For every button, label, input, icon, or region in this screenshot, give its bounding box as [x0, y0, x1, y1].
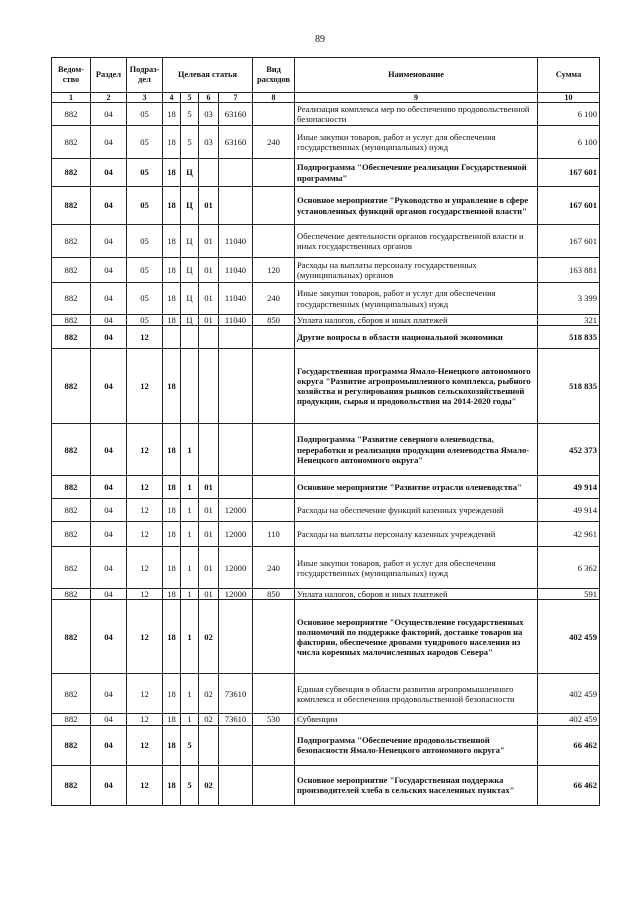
amount-cell: 452 373	[538, 424, 600, 476]
expense-type-cell: 120	[253, 258, 295, 283]
subprogram-code-cell: Ц	[181, 159, 199, 187]
subprogram-code-cell: 1	[181, 424, 199, 476]
subprogram-code-cell: Ц	[181, 315, 199, 326]
podrazdel-cell: 05	[127, 159, 163, 187]
razdel-cell: 04	[91, 225, 127, 258]
expense-type-cell	[253, 187, 295, 225]
vedomstvo-cell: 882	[52, 283, 91, 315]
event-code-cell	[199, 159, 219, 187]
name-cell: Иные закупки товаров, работ и услуг для обеспечения государственных (муниципальных) нужд	[295, 283, 538, 315]
subprogram-code-cell: 1	[181, 589, 199, 600]
event-code-cell: 01	[199, 499, 219, 522]
name-cell: Субвенции	[295, 714, 538, 725]
table-row	[52, 589, 600, 600]
name-cell: Подпрограмма "Обеспечение продовольственной безопасности Ямало-Ненецкого автономного округа"	[295, 725, 538, 765]
budget-table	[51, 57, 600, 806]
table-row	[52, 283, 600, 315]
expense-type-cell	[253, 674, 295, 714]
razdel-cell: 04	[91, 126, 127, 159]
expense-type-cell	[253, 103, 295, 126]
program-code-cell: 18	[163, 283, 181, 315]
direction-code-cell: 12000	[219, 589, 253, 600]
razdel-cell: 04	[91, 315, 127, 326]
podrazdel-cell: 12	[127, 547, 163, 589]
name-cell: Иные закупки товаров, работ и услуг для обеспечения государственных (муниципальных) нужд	[295, 547, 538, 589]
program-code-cell	[163, 326, 181, 349]
program-code-cell: 18	[163, 187, 181, 225]
program-code-cell: 18	[163, 349, 181, 424]
event-code-cell: 03	[199, 103, 219, 126]
subprogram-code-cell: 1	[181, 547, 199, 589]
vedomstvo-cell: 882	[52, 725, 91, 765]
name-cell: Другие вопросы в области национальной экономики	[295, 326, 538, 349]
direction-code-cell: 12000	[219, 522, 253, 547]
event-code-cell: 02	[199, 674, 219, 714]
event-code-cell: 02	[199, 600, 219, 674]
amount-cell: 49 914	[538, 499, 600, 522]
amount-cell: 591	[538, 589, 600, 600]
direction-code-cell: 11040	[219, 283, 253, 315]
col-header-vedomstvo: Ведом- ство	[52, 58, 91, 93]
razdel-cell: 04	[91, 258, 127, 283]
razdel-cell: 04	[91, 714, 127, 725]
direction-code-cell	[219, 159, 253, 187]
vedomstvo-cell: 882	[52, 187, 91, 225]
razdel-cell: 04	[91, 547, 127, 589]
column-number: 9	[295, 93, 538, 103]
vedomstvo-cell: 882	[52, 258, 91, 283]
program-code-cell: 18	[163, 725, 181, 765]
name-cell: Основное мероприятие "Руководство и управление в сфере установленных функций органов государственной власти"	[295, 187, 538, 225]
amount-cell: 402 459	[538, 674, 600, 714]
podrazdel-cell: 12	[127, 725, 163, 765]
podrazdel-cell: 05	[127, 315, 163, 326]
subprogram-code-cell	[181, 349, 199, 424]
event-code-cell: 01	[199, 522, 219, 547]
podrazdel-cell: 12	[127, 600, 163, 674]
program-code-cell: 18	[163, 547, 181, 589]
program-code-cell: 18	[163, 499, 181, 522]
table-row	[52, 674, 600, 714]
name-cell: Подпрограмма "Обеспечение реализации Государственной программы"	[295, 159, 538, 187]
amount-cell: 402 459	[538, 714, 600, 725]
event-code-cell: 03	[199, 126, 219, 159]
table-row	[52, 258, 600, 283]
event-code-cell	[199, 424, 219, 476]
col-header-razdel: Раздел	[91, 58, 127, 93]
amount-cell: 49 914	[538, 476, 600, 499]
name-cell: Основное мероприятие "Осуществление государственных полномочий по поддержке факторий, доставке товаров на фактории, обеспечение дровами тундрового населения из числа коренных малочисленных народов Севера"	[295, 600, 538, 674]
razdel-cell: 04	[91, 600, 127, 674]
amount-cell: 321	[538, 315, 600, 326]
podrazdel-cell: 12	[127, 714, 163, 725]
podrazdel-cell: 05	[127, 187, 163, 225]
razdel-cell: 04	[91, 424, 127, 476]
event-code-cell: 02	[199, 714, 219, 725]
vedomstvo-cell: 882	[52, 315, 91, 326]
amount-cell: 167 601	[538, 187, 600, 225]
program-code-cell: 18	[163, 600, 181, 674]
table-row	[52, 765, 600, 805]
amount-cell: 6 362	[538, 547, 600, 589]
direction-code-cell: 73610	[219, 674, 253, 714]
col-header-vid-raskhodov: Вид расходов	[253, 58, 295, 93]
vedomstvo-cell: 882	[52, 674, 91, 714]
podrazdel-cell: 05	[127, 126, 163, 159]
direction-code-cell: 12000	[219, 547, 253, 589]
podrazdel-cell: 12	[127, 476, 163, 499]
direction-code-cell: 12000	[219, 499, 253, 522]
expense-type-cell	[253, 725, 295, 765]
subprogram-code-cell: Ц	[181, 258, 199, 283]
razdel-cell: 04	[91, 103, 127, 126]
direction-code-cell: 11040	[219, 315, 253, 326]
amount-cell: 3 399	[538, 283, 600, 315]
program-code-cell: 18	[163, 424, 181, 476]
razdel-cell: 04	[91, 499, 127, 522]
name-cell: Иные закупки товаров, работ и услуг для обеспечения государственных (муниципальных) нужд	[295, 126, 538, 159]
razdel-cell: 04	[91, 326, 127, 349]
razdel-cell: 04	[91, 349, 127, 424]
subprogram-code-cell: 1	[181, 600, 199, 674]
name-cell: Основное мероприятие "Государственная поддержка производителей хлеба в сельских населенных пунктах"	[295, 765, 538, 805]
amount-cell: 42 961	[538, 522, 600, 547]
col-header-naimenovanie: Наименование	[295, 58, 538, 93]
vedomstvo-cell: 882	[52, 126, 91, 159]
direction-code-cell: 73610	[219, 714, 253, 725]
amount-cell: 167 601	[538, 159, 600, 187]
table-body	[52, 103, 600, 806]
vedomstvo-cell: 882	[52, 349, 91, 424]
table-row	[52, 349, 600, 424]
table-row	[52, 476, 600, 499]
vedomstvo-cell: 882	[52, 424, 91, 476]
podrazdel-cell: 12	[127, 674, 163, 714]
header-row	[52, 58, 600, 93]
direction-code-cell	[219, 765, 253, 805]
column-number: 8	[253, 93, 295, 103]
expense-type-cell	[253, 159, 295, 187]
podrazdel-cell: 12	[127, 349, 163, 424]
event-code-cell: 01	[199, 283, 219, 315]
razdel-cell: 04	[91, 765, 127, 805]
expense-type-cell	[253, 765, 295, 805]
expense-type-cell	[253, 499, 295, 522]
vedomstvo-cell: 882	[52, 103, 91, 126]
name-cell: Расходы на выплаты персоналу казенных учреждений	[295, 522, 538, 547]
event-code-cell: 01	[199, 258, 219, 283]
table-row	[52, 499, 600, 522]
event-code-cell: 02	[199, 765, 219, 805]
program-code-cell: 18	[163, 765, 181, 805]
program-code-cell: 18	[163, 258, 181, 283]
column-number: 3	[127, 93, 163, 103]
amount-cell: 6 100	[538, 103, 600, 126]
name-cell: Уплата налогов, сборов и иных платежей	[295, 315, 538, 326]
amount-cell: 518 835	[538, 326, 600, 349]
table-row	[52, 159, 600, 187]
subprogram-code-cell: Ц	[181, 225, 199, 258]
col-header-podrazdel: Подраз- дел	[127, 58, 163, 93]
vedomstvo-cell: 882	[52, 765, 91, 805]
program-code-cell: 18	[163, 522, 181, 547]
col-header-celevaya-statya: Целевая статья	[163, 58, 253, 93]
table-row	[52, 725, 600, 765]
vedomstvo-cell: 882	[52, 589, 91, 600]
direction-code-cell: 11040	[219, 225, 253, 258]
amount-cell: 66 462	[538, 725, 600, 765]
direction-code-cell: 63160	[219, 126, 253, 159]
vedomstvo-cell: 882	[52, 476, 91, 499]
column-number-row	[52, 93, 600, 103]
name-cell: Расходы на выплаты персоналу государственных (муниципальных) органов	[295, 258, 538, 283]
expense-type-cell	[253, 424, 295, 476]
table-row	[52, 326, 600, 349]
subprogram-code-cell: 1	[181, 522, 199, 547]
podrazdel-cell: 05	[127, 258, 163, 283]
direction-code-cell	[219, 476, 253, 499]
podrazdel-cell: 12	[127, 522, 163, 547]
direction-code-cell	[219, 326, 253, 349]
expense-type-cell: 850	[253, 589, 295, 600]
subprogram-code-cell: Ц	[181, 187, 199, 225]
podrazdel-cell: 12	[127, 326, 163, 349]
name-cell: Расходы на обеспечение функций казенных учреждений	[295, 499, 538, 522]
vedomstvo-cell: 882	[52, 522, 91, 547]
program-code-cell: 18	[163, 225, 181, 258]
vedomstvo-cell: 882	[52, 714, 91, 725]
direction-code-cell	[219, 600, 253, 674]
vedomstvo-cell: 882	[52, 499, 91, 522]
expense-type-cell: 530	[253, 714, 295, 725]
table-row	[52, 714, 600, 725]
expense-type-cell	[253, 326, 295, 349]
expense-type-cell: 240	[253, 126, 295, 159]
column-number: 4	[163, 93, 181, 103]
name-cell: Реализация комплекса мер по обеспечению продовольственной безопасности	[295, 103, 538, 126]
vedomstvo-cell: 882	[52, 326, 91, 349]
table-row	[52, 187, 600, 225]
name-cell: Основное мероприятие "Развитие отрасли оленеводства"	[295, 476, 538, 499]
razdel-cell: 04	[91, 159, 127, 187]
table-row	[52, 522, 600, 547]
program-code-cell: 18	[163, 674, 181, 714]
razdel-cell: 04	[91, 187, 127, 225]
event-code-cell: 01	[199, 547, 219, 589]
event-code-cell	[199, 725, 219, 765]
program-code-cell: 18	[163, 476, 181, 499]
program-code-cell: 18	[163, 714, 181, 725]
column-number: 2	[91, 93, 127, 103]
podrazdel-cell: 05	[127, 225, 163, 258]
direction-code-cell: 63160	[219, 103, 253, 126]
vedomstvo-cell: 882	[52, 547, 91, 589]
razdel-cell: 04	[91, 674, 127, 714]
amount-cell: 167 601	[538, 225, 600, 258]
direction-code-cell	[219, 424, 253, 476]
event-code-cell	[199, 326, 219, 349]
table-row	[52, 424, 600, 476]
direction-code-cell	[219, 187, 253, 225]
event-code-cell	[199, 349, 219, 424]
podrazdel-cell: 12	[127, 499, 163, 522]
podrazdel-cell: 05	[127, 103, 163, 126]
razdel-cell: 04	[91, 476, 127, 499]
amount-cell: 518 835	[538, 349, 600, 424]
subprogram-code-cell: 5	[181, 765, 199, 805]
event-code-cell: 01	[199, 225, 219, 258]
column-number: 6	[199, 93, 219, 103]
amount-cell: 6 100	[538, 126, 600, 159]
subprogram-code-cell: 5	[181, 103, 199, 126]
column-number: 10	[538, 93, 600, 103]
razdel-cell: 04	[91, 725, 127, 765]
direction-code-cell: 11040	[219, 258, 253, 283]
expense-type-cell	[253, 476, 295, 499]
podrazdel-cell: 12	[127, 589, 163, 600]
col-header-summa: Сумма	[538, 58, 600, 93]
subprogram-code-cell: 1	[181, 714, 199, 725]
expense-type-cell: 110	[253, 522, 295, 547]
expense-type-cell: 240	[253, 547, 295, 589]
name-cell: Уплата налогов, сборов и иных платежей	[295, 589, 538, 600]
amount-cell: 402 459	[538, 600, 600, 674]
event-code-cell: 01	[199, 187, 219, 225]
subprogram-code-cell: 1	[181, 499, 199, 522]
razdel-cell: 04	[91, 589, 127, 600]
vedomstvo-cell: 882	[52, 159, 91, 187]
podrazdel-cell: 12	[127, 424, 163, 476]
event-code-cell: 01	[199, 476, 219, 499]
name-cell: Обеспечение деятельности органов государственной власти и иных государственных органов	[295, 225, 538, 258]
program-code-cell: 18	[163, 126, 181, 159]
subprogram-code-cell: 1	[181, 476, 199, 499]
program-code-cell: 18	[163, 315, 181, 326]
table-row	[52, 126, 600, 159]
expense-type-cell: 240	[253, 283, 295, 315]
subprogram-code-cell: 5	[181, 126, 199, 159]
program-code-cell: 18	[163, 589, 181, 600]
expense-type-cell	[253, 225, 295, 258]
event-code-cell: 01	[199, 589, 219, 600]
podrazdel-cell: 12	[127, 765, 163, 805]
page-number: 89	[315, 34, 325, 45]
vedomstvo-cell: 882	[52, 600, 91, 674]
expense-type-cell	[253, 600, 295, 674]
razdel-cell: 04	[91, 283, 127, 315]
subprogram-code-cell: Ц	[181, 283, 199, 315]
amount-cell: 66 462	[538, 765, 600, 805]
column-number: 5	[181, 93, 199, 103]
table-row	[52, 600, 600, 674]
direction-code-cell	[219, 349, 253, 424]
amount-cell: 163 881	[538, 258, 600, 283]
subprogram-code-cell: 1	[181, 674, 199, 714]
event-code-cell: 01	[199, 315, 219, 326]
table-row	[52, 315, 600, 326]
program-code-cell: 18	[163, 159, 181, 187]
table-row	[52, 225, 600, 258]
razdel-cell: 04	[91, 522, 127, 547]
column-number: 7	[219, 93, 253, 103]
vedomstvo-cell: 882	[52, 225, 91, 258]
table-row	[52, 547, 600, 589]
podrazdel-cell: 05	[127, 283, 163, 315]
table-row	[52, 103, 600, 126]
subprogram-code-cell: 5	[181, 725, 199, 765]
direction-code-cell	[219, 725, 253, 765]
subprogram-code-cell	[181, 326, 199, 349]
name-cell: Подпрограмма "Развитие северного оленеводства, переработки и реализации продукции оленеводства Ямало-Ненецкого автономного округа"	[295, 424, 538, 476]
name-cell: Единая субвенция в области развития агропромышленного комплекса и обеспечения продовольственной безопасности	[295, 674, 538, 714]
expense-type-cell	[253, 349, 295, 424]
program-code-cell: 18	[163, 103, 181, 126]
name-cell: Государственная программа Ямало-Ненецкого автономного округа "Развитие агропромышленного комплекса, рыбного хозяйства и регулирования рынков сельскохозяйственной продукции, сырья и продовольствия на 2014-2020 годы"	[295, 349, 538, 424]
column-number: 1	[52, 93, 91, 103]
expense-type-cell: 850	[253, 315, 295, 326]
